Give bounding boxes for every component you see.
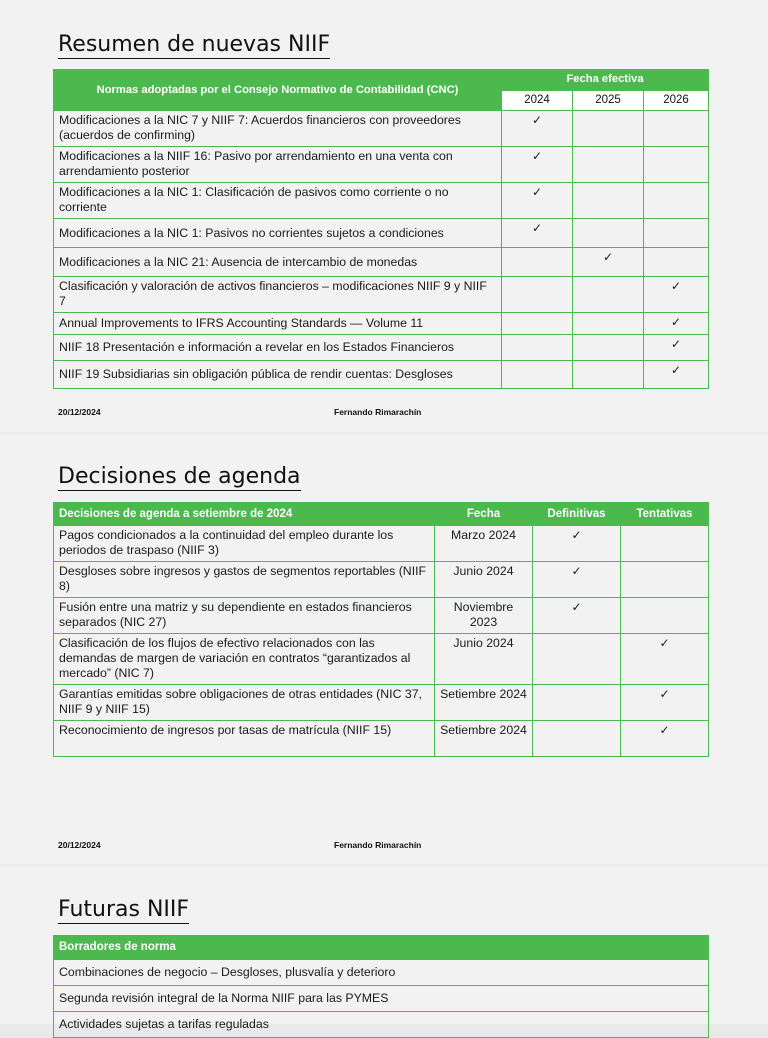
table-header-row — [54, 70, 709, 91]
norm-cell: Modificaciones a la NIC 21: Ausencia de intercambio de monedas — [54, 248, 502, 277]
check-icon: ✓ — [621, 685, 709, 721]
check-icon: ✓ — [644, 313, 709, 335]
table-row — [54, 526, 709, 562]
header-normas: Normas adoptadas por el Consejo Normativo de Contabilidad (CNC) — [54, 70, 502, 111]
definitiva-cell — [533, 721, 621, 757]
fecha-cell: Setiembre 2024 — [435, 721, 533, 757]
check-icon: ✓ — [573, 248, 644, 277]
fecha-cell: Junio 2024 — [435, 562, 533, 598]
check-cell-2025 — [573, 111, 644, 147]
norm-cell: NIIF 19 Subsidiarias sin obligación pública de rendir cuentas: Desgloses — [54, 361, 502, 389]
definitiva-cell — [533, 685, 621, 721]
table-row — [54, 147, 709, 183]
table-row — [54, 277, 709, 313]
agenda-decisions-table — [53, 502, 709, 757]
check-icon: ✓ — [533, 526, 621, 562]
table-row — [54, 960, 709, 986]
footer-author: Fernando Rimarachín — [334, 840, 422, 850]
table-header-row — [54, 936, 709, 960]
fecha-cell: Noviembre 2023 — [435, 598, 533, 634]
footer-date: 20/12/2024 — [58, 840, 101, 850]
norm-cell: Modificaciones a la NIIF 16: Pasivo por arrendamiento en una venta con arrendamiento posterior — [54, 147, 502, 183]
norm-cell: Modificaciones a la NIC 1: Pasivos no corrientes sujetos a condiciones — [54, 219, 502, 248]
decision-cell: Desgloses sobre ingresos y gastos de segmentos reportables (NIIF 8) — [54, 562, 435, 598]
check-cell-2026 — [644, 147, 709, 183]
slide-title: Resumen de nuevas NIIF — [58, 32, 331, 57]
decision-cell: Fusión entre una matriz y su dependiente en estados financieros separados (NIC 27) — [54, 598, 435, 634]
check-cell-2026 — [644, 219, 709, 248]
table-row — [54, 361, 709, 389]
definitiva-cell — [533, 634, 621, 685]
check-cell-2025 — [573, 147, 644, 183]
header-year-2024: 2024 — [502, 90, 573, 111]
borrador-cell: Segunda revisión integral de la Norma NIIF para las PYMES — [54, 986, 709, 1012]
check-icon: ✓ — [644, 335, 709, 361]
check-cell-2025 — [573, 183, 644, 219]
norm-cell: Annual Improvements to IFRS Accounting Standards — Volume 11 — [54, 313, 502, 335]
table-row — [54, 313, 709, 335]
table-row — [54, 986, 709, 1012]
check-cell-2025 — [573, 335, 644, 361]
check-icon: ✓ — [644, 361, 709, 389]
norm-cell: NIIF 18 Presentación e información a revelar en los Estados Financieros — [54, 335, 502, 361]
table-row — [54, 1012, 709, 1038]
slide-resumen-niif — [0, 0, 768, 432]
check-cell-2026 — [644, 248, 709, 277]
check-icon: ✓ — [621, 634, 709, 685]
header-fecha-efectiva: Fecha efectiva — [502, 70, 709, 91]
header-tentativas: Tentativas — [621, 503, 709, 526]
table-row — [54, 562, 709, 598]
table-row — [54, 183, 709, 219]
header-year-2025: 2025 — [573, 90, 644, 111]
tentativa-cell — [621, 526, 709, 562]
norm-cell: Modificaciones a la NIC 7 y NIIF 7: Acuerdos financieros con proveedores (acuerdos de confirming) — [54, 111, 502, 147]
check-icon: ✓ — [533, 598, 621, 634]
slide-title: Decisiones de agenda — [58, 464, 301, 489]
header-decisiones: Decisiones de agenda a setiembre de 2024 — [54, 503, 435, 526]
table-row — [54, 219, 709, 248]
check-icon: ✓ — [621, 721, 709, 757]
table-row — [54, 335, 709, 361]
norm-cell: Clasificación y valoración de activos financieros – modificaciones NIIF 9 y NIIF 7 — [54, 277, 502, 313]
check-icon: ✓ — [533, 562, 621, 598]
table-row — [54, 598, 709, 634]
footer-author: Fernando Rimarachín — [334, 407, 422, 417]
check-cell-2024 — [502, 313, 573, 335]
table-header-row — [54, 503, 709, 526]
check-icon: ✓ — [502, 183, 573, 219]
check-cell-2024 — [502, 248, 573, 277]
table-row — [54, 634, 709, 685]
check-cell-2025 — [573, 219, 644, 248]
check-cell-2025 — [573, 313, 644, 335]
header-borradores: Borradores de norma — [54, 936, 709, 960]
check-cell-2024 — [502, 361, 573, 389]
decision-cell: Garantías emitidas sobre obligaciones de otras entidades (NIC 37, NIIF 9 y NIIF 15) — [54, 685, 435, 721]
footer-date: 20/12/2024 — [58, 407, 101, 417]
header-definitivas: Definitivas — [533, 503, 621, 526]
decision-cell: Reconocimiento de ingresos por tasas de matrícula (NIIF 15) — [54, 721, 435, 757]
check-icon: ✓ — [502, 219, 573, 248]
borrador-cell: Actividades sujetas a tarifas reguladas — [54, 1012, 709, 1038]
fecha-cell: Marzo 2024 — [435, 526, 533, 562]
norm-cell: Modificaciones a la NIC 1: Clasificación de pasivos como corriente o no corriente — [54, 183, 502, 219]
table-row — [54, 685, 709, 721]
check-icon: ✓ — [502, 147, 573, 183]
check-cell-2024 — [502, 335, 573, 361]
decision-cell: Clasificación de los flujos de efectivo relacionados con las demandas de margen de variación en contratos “garantizados al mercado” (NIC 7) — [54, 634, 435, 685]
table-row — [54, 721, 709, 757]
check-icon: ✓ — [644, 277, 709, 313]
check-cell-2025 — [573, 277, 644, 313]
borradores-table — [53, 935, 709, 1038]
check-cell-2026 — [644, 111, 709, 147]
check-icon: ✓ — [502, 111, 573, 147]
fecha-cell: Setiembre 2024 — [435, 685, 533, 721]
check-cell-2025 — [573, 361, 644, 389]
niif-summary-table — [53, 69, 709, 389]
slide-title: Futuras NIIF — [58, 897, 190, 922]
header-fecha: Fecha — [435, 503, 533, 526]
tentativa-cell — [621, 598, 709, 634]
check-cell-2026 — [644, 183, 709, 219]
tentativa-cell — [621, 562, 709, 598]
table-row — [54, 111, 709, 147]
borrador-cell: Combinaciones de negocio – Desgloses, plusvalía y deterioro — [54, 960, 709, 986]
header-year-2026: 2026 — [644, 90, 709, 111]
decision-cell: Pagos condicionados a la continuidad del empleo durante los periodos de traspaso (NIIF 3) — [54, 526, 435, 562]
check-cell-2024 — [502, 277, 573, 313]
table-row — [54, 248, 709, 277]
fecha-cell: Junio 2024 — [435, 634, 533, 685]
